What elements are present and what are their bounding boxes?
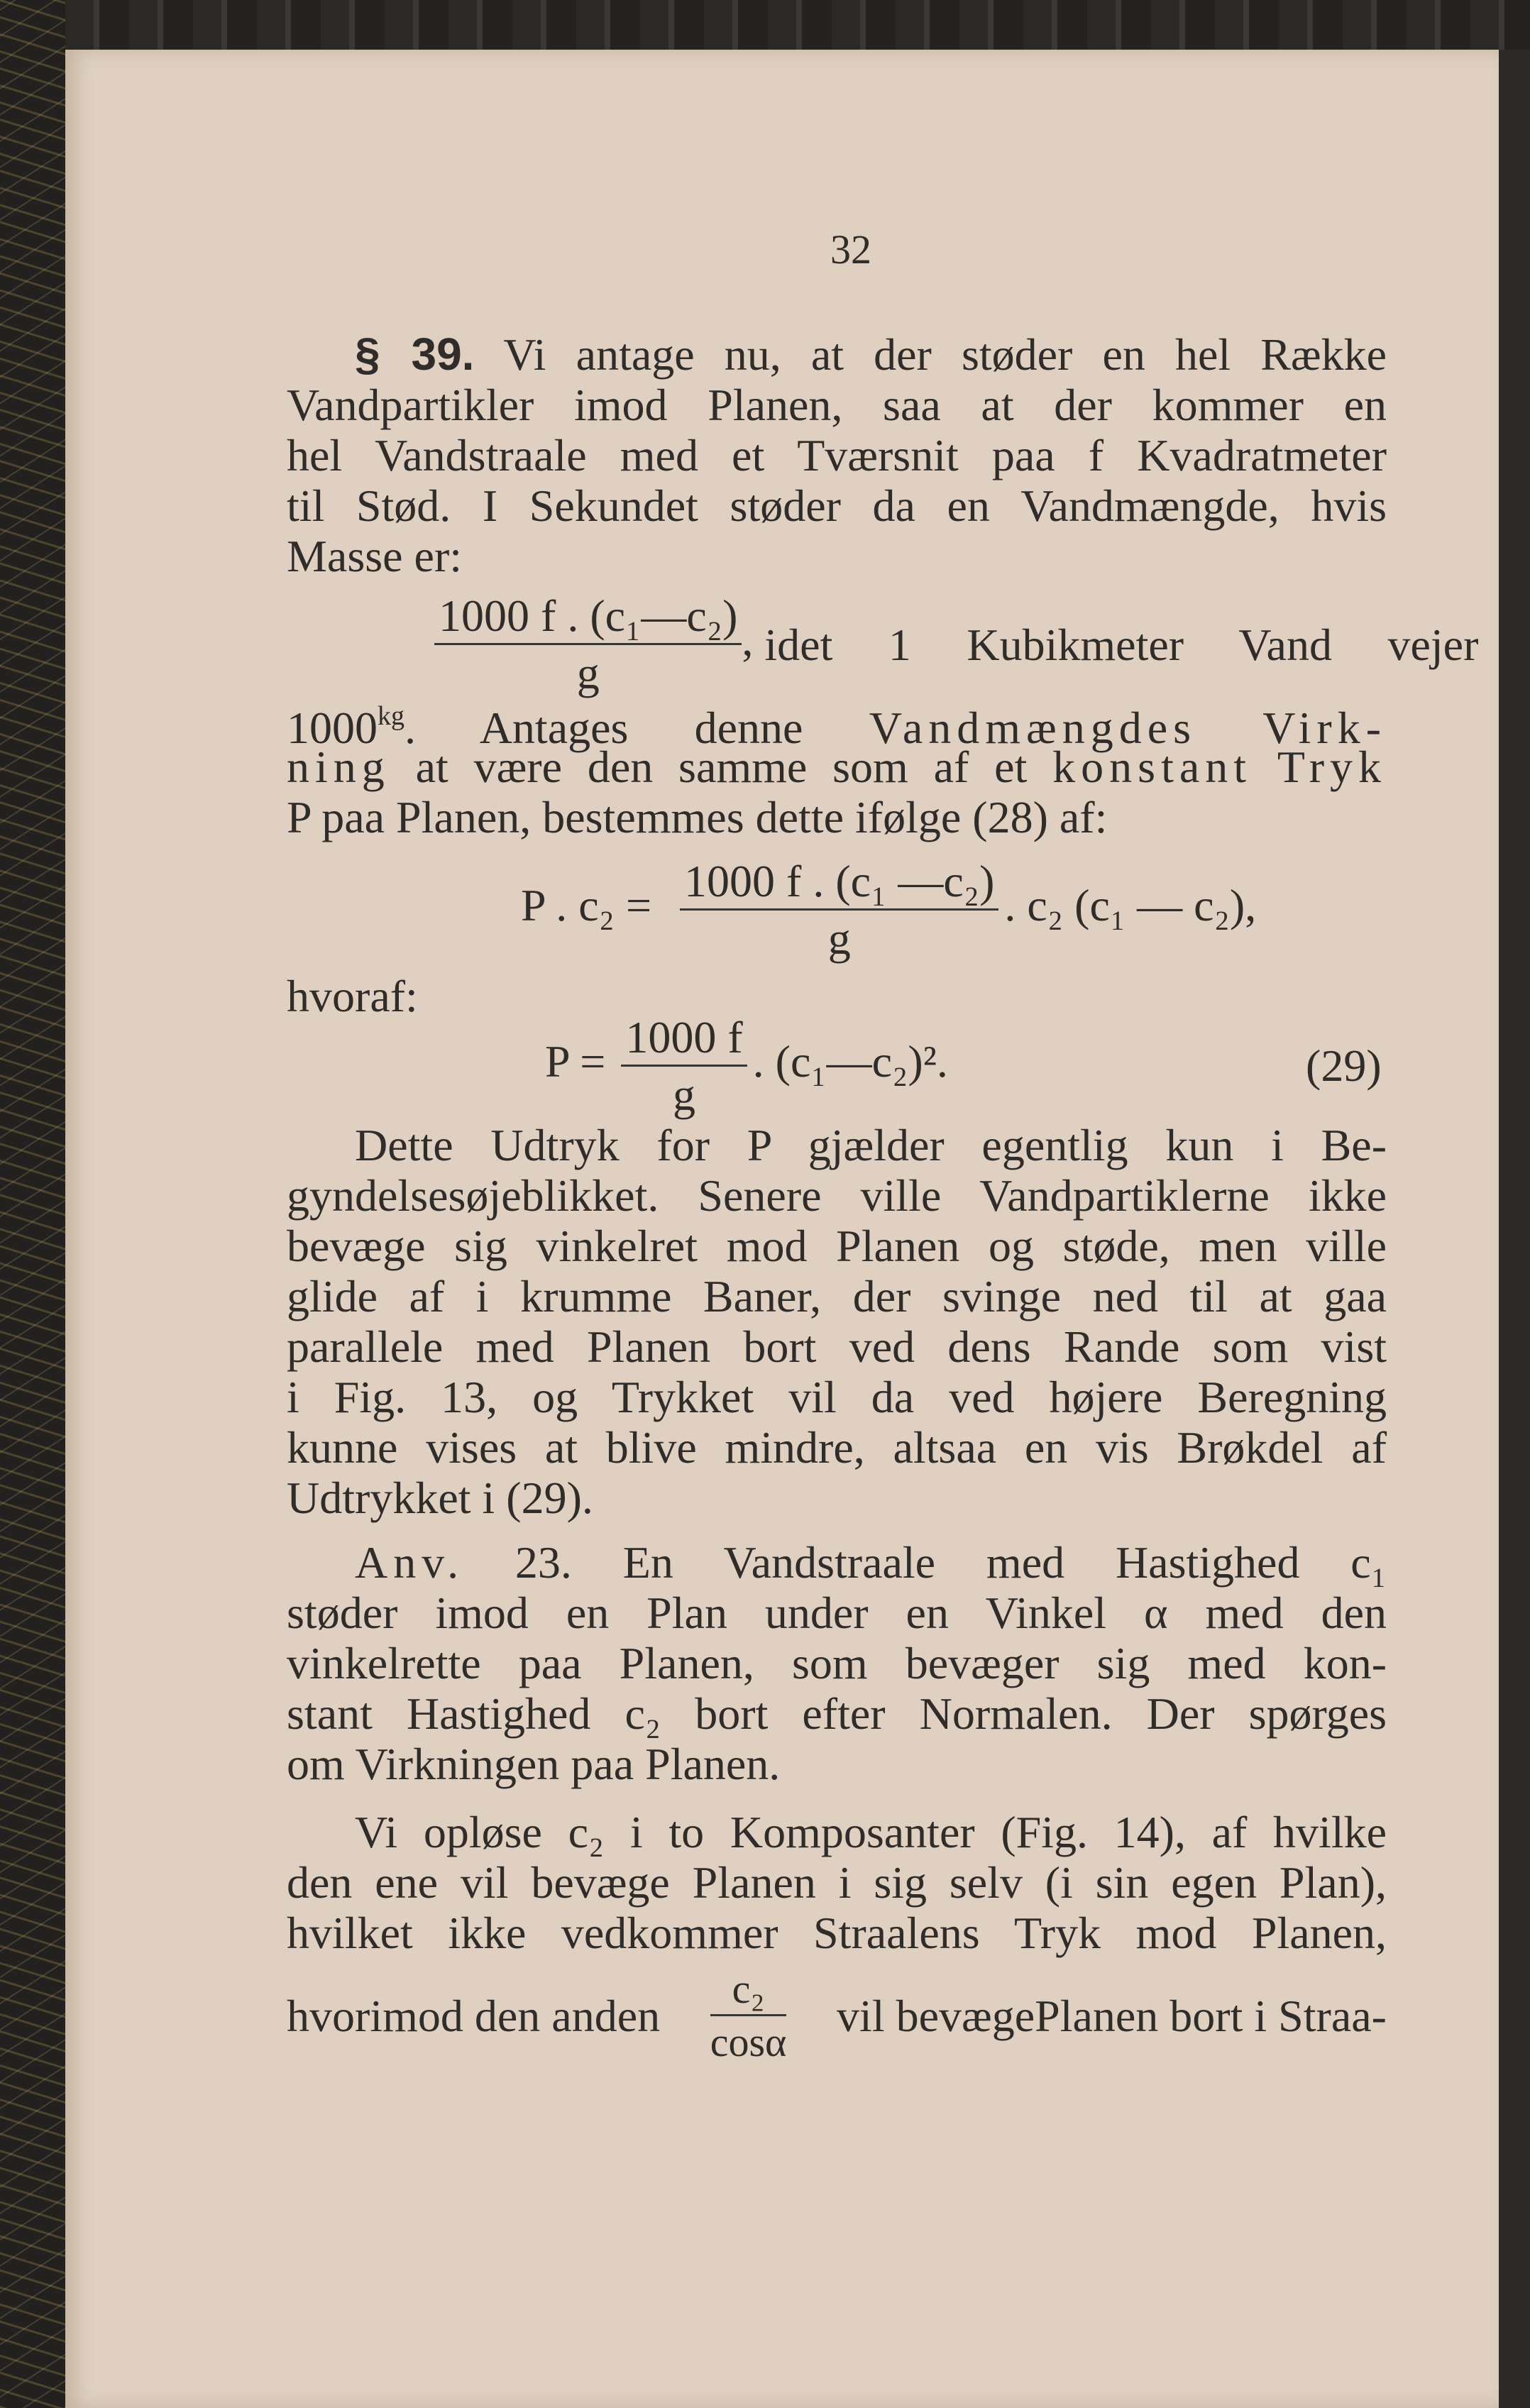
- anv-line2: støder imod en Plan under en Vinkel α med den: [287, 1588, 1387, 1638]
- para4-line1: Vi opløse c₂ i to Komposanter (Fig. 14), af hvilke: [355, 1807, 1387, 1857]
- page-top-edge: [65, 0, 1530, 50]
- para3-line8: Udtrykket i (29).: [287, 1473, 593, 1523]
- para1-line1: § 39. Vi antage nu, at der støder en hel Række: [355, 329, 1387, 380]
- equation-29-number: (29): [1306, 1040, 1382, 1091]
- last-line: hvorimod den anden $\frac{\text{c₂}}{\cos\alpha}$ vil bevægePlanen bort i Straa-: [287, 1966, 1387, 2065]
- para2-line2: ning at være den samme som af et konstant Tryk: [287, 742, 1387, 792]
- hvoraf-label: hvoraf:: [287, 971, 418, 1021]
- section-number: § 39.: [355, 329, 475, 380]
- anv-line1: Anv. 23. En Vandstraale med Hastighed c₁: [355, 1537, 1387, 1588]
- equation-mass: $\frac{\text{1000 f . (c₁—c₂)}}{g}$ , idet 1 Kubikmeter Vand vejer: [434, 593, 1387, 696]
- c2-over-cos-fraction: $\frac{\text{c₂}}{\cos\alpha}$: [710, 1966, 787, 2065]
- para3-line7: kunne vises at blive mindre, altsaa en vis Brøkdel af: [287, 1422, 1387, 1473]
- para2-line1: $1000^{kg}$. Antages denne Vandmængdes Virk-: [287, 701, 1387, 753]
- anv-label: Anv.: [355, 1537, 465, 1588]
- para1-line2: Vandpartikler imod Planen, saa at der kommer en: [287, 380, 1387, 430]
- eq29-fraction: $\frac{1000 f}{g}$: [621, 1015, 747, 1118]
- para1-line4: til Stød. I Sekundet støder da en Vandmængde, hvis: [287, 480, 1387, 531]
- anv-line4: stant Hastighed c₂ bort efter Normalen. Der spørges: [287, 1688, 1387, 1739]
- equation-28: P . c₂ = $\frac{\text{1000 f . (c₁ —c₂)}}{g}$ . c₂ (c₁ — c₂),: [521, 856, 1257, 964]
- book-binding: [0, 0, 65, 2408]
- para4-line3: hvilket ikke vedkommer Straalens Tryk mod Planen,: [287, 1908, 1387, 1958]
- para2-line3: P paa Planen, bestemmes dette ifølge (28) af:: [287, 792, 1108, 842]
- mass-fraction: $\frac{\text{1000 f . (c₁—c₂)}}{g}$: [434, 593, 742, 696]
- equation-29: P = $\frac{1000 f}{g}$ . (c₁—c₂)².: [545, 1012, 948, 1120]
- eq28-fraction: $\frac{\text{1000 f . (c₁ —c₂)}}{g}$: [680, 859, 998, 962]
- para1-line5: Masse er:: [287, 531, 463, 581]
- anv-line5: om Virkningen paa Planen.: [287, 1739, 781, 1789]
- para4-line2: den ene vil bevæge Planen i sig selv (i sin egen Plan),: [287, 1857, 1387, 1908]
- para3-line3: bevæge sig vinkelret mod Planen og støde, men ville: [287, 1221, 1387, 1271]
- anv-line3: vinkelrette paa Planen, som bevæger sig med kon-: [287, 1638, 1387, 1688]
- para3-line5: parallele med Planen bort ved dens Rande som vist: [287, 1321, 1387, 1372]
- para3-line4: glide af i krumme Baner, der svinge ned til at gaa: [287, 1271, 1387, 1321]
- para3-line1: Dette Udtryk for P gjælder egentlig kun i Be-: [355, 1120, 1387, 1170]
- page-number: 32: [830, 226, 871, 273]
- para1-line3: hel Vandstraale med et Tværsnit paa f Kvadratmeter: [287, 430, 1387, 480]
- para3-line2: gyndelsesøjeblikket. Senere ville Vandpartiklerne ikke: [287, 1170, 1387, 1221]
- para3-line6: i Fig. 13, og Trykket vil da ved højere Beregning: [287, 1372, 1387, 1422]
